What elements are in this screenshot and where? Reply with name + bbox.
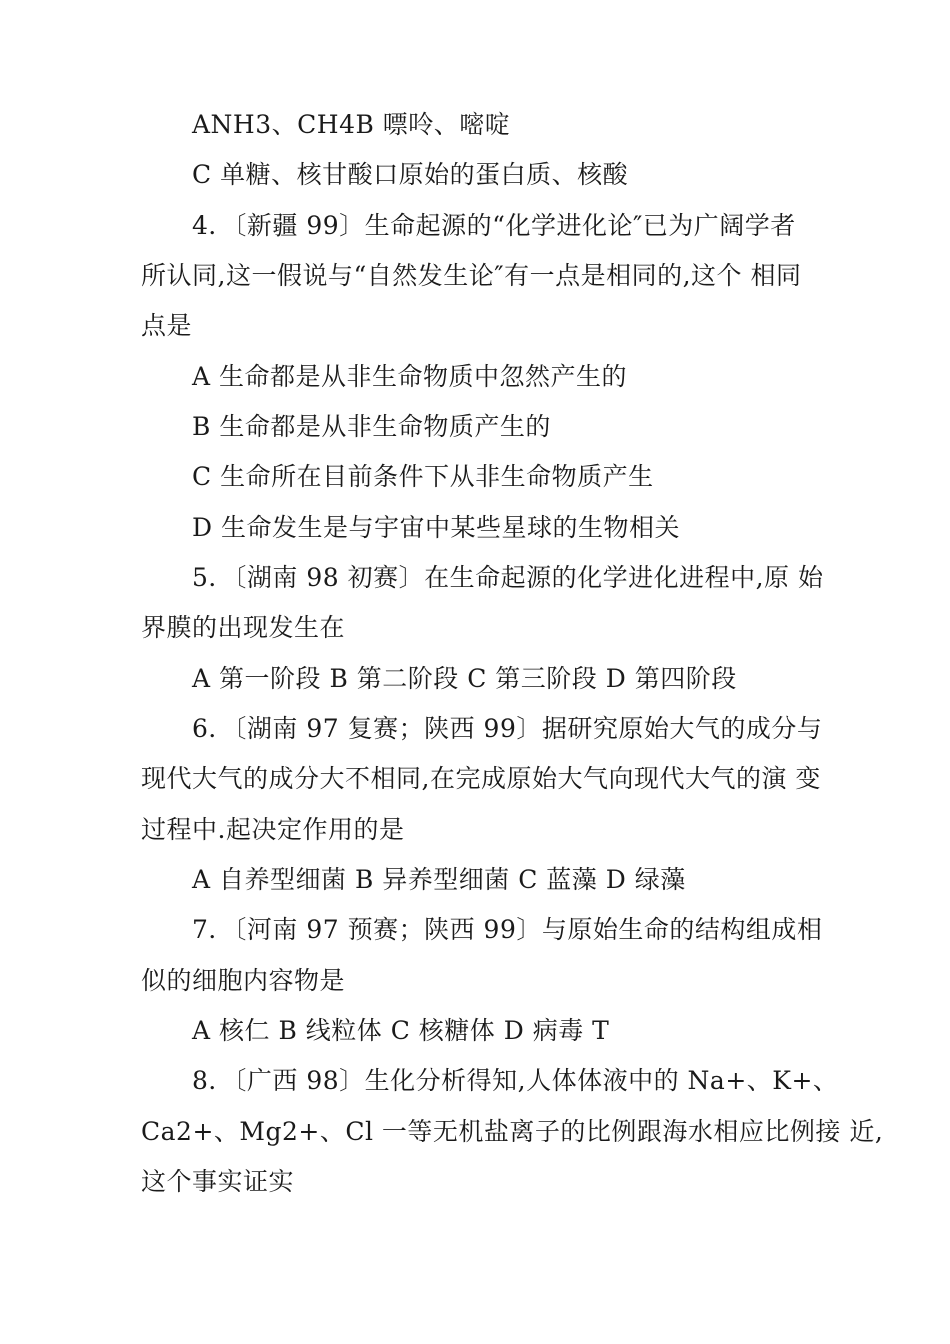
option-line-ab: ANH3、CH4B 嘌呤、嘧啶 bbox=[192, 110, 511, 139]
question-4-option-c: C 生命所在目前条件下从非生命物质产生 bbox=[192, 462, 654, 491]
question-4-line-3: 点是 bbox=[141, 311, 193, 340]
question-6-line-1: 6．〔湖南 97 复赛；陕西 99〕据研究原始大气的成分与 bbox=[192, 714, 823, 743]
question-5-options: A 第一阶段 B 第二阶段 C 第三阶段 D 第四阶段 bbox=[192, 664, 737, 693]
question-6-options: A 自养型细菌 B 异养型细菌 C 蓝藻 D 绿藻 bbox=[192, 865, 686, 894]
question-4-option-d: D 生命发生是与宇宙中某些星球的生物相关 bbox=[192, 513, 680, 542]
question-4-option-a: A 生命都是从非生命物质中忽然产生的 bbox=[192, 362, 628, 391]
question-4-option-b: B 生命都是从非生命物质产生的 bbox=[192, 412, 551, 441]
question-5-line-1: 5．〔湖南 98 初赛〕在生命起源的化学进化进程中,原 始 bbox=[192, 563, 824, 592]
question-4-line-1: 4．〔新疆 99〕生命起源的“化学进化论″已为广阔学者 bbox=[192, 211, 796, 240]
question-5-line-2: 界膜的出现发生在 bbox=[141, 613, 346, 642]
question-7-line-1: 7．〔河南 97 预赛；陕西 99〕与原始生命的结构组成相 bbox=[192, 915, 823, 944]
question-8-line-1: 8．〔广西 98〕生化分析得知,人体体液中的 Na+、K+、 bbox=[192, 1066, 839, 1095]
question-8-line-2: Ca2+、Mg2+、Cl 一等无机盐离子的比例跟海水相应比例接 近, bbox=[141, 1117, 884, 1146]
question-7-line-2: 似的细胞内容物是 bbox=[141, 966, 346, 995]
question-7-options: A 核仁 B 线粒体 C 核糖体 D 病毒 T bbox=[192, 1016, 610, 1045]
question-6-line-3: 过程中.起决定作用的是 bbox=[141, 815, 405, 844]
question-8-line-3: 这个事实证实 bbox=[141, 1167, 295, 1196]
question-4-line-2: 所认同,这一假说与“自然发生论″有一点是相同的,这个 相同 bbox=[141, 261, 802, 290]
option-line-c: C 单糖、核甘酸口原始的蛋白质、核酸 bbox=[192, 160, 629, 189]
question-6-line-2: 现代大气的成分大不相同,在完成原始大气向现代大气的演 变 bbox=[141, 764, 821, 793]
